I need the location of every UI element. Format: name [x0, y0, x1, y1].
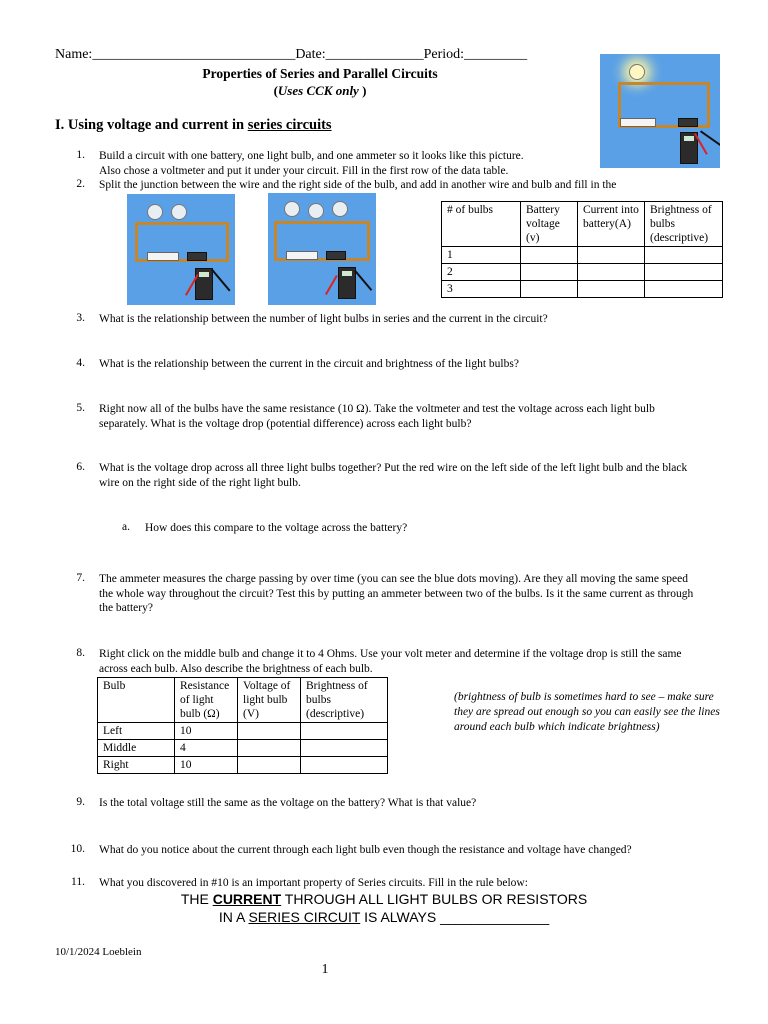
table-header-cell: Resistance of light bulb (Ω) [175, 678, 238, 723]
page-title: Properties of Series and Parallel Circuits [202, 66, 438, 81]
table-cell-input[interactable] [645, 281, 723, 298]
table-cell-input[interactable] [301, 723, 388, 740]
question-number: 6. [76, 461, 85, 473]
question-6: What is the voltage drop across all three light bulbs together? Put the red wire on the left side of the left light bulb and the black wire on the right side of the right light bulb. [99, 462, 688, 489]
table-header-cell: Battery voltage (v) [521, 202, 578, 247]
question-number: 3. [76, 312, 85, 324]
light-bulb-icon [171, 204, 187, 220]
table-cell-input[interactable] [521, 247, 578, 264]
red-lead-icon [325, 275, 338, 295]
page-subtitle: (Uses CCK only ) [273, 83, 367, 98]
question-number: 9. [76, 796, 85, 808]
question-text-cont: Also chose a voltmeter and put it under your circuit. Fill in the first row of the data table. [99, 164, 509, 177]
table-row [98, 740, 388, 757]
light-bulb-icon [284, 201, 300, 217]
table-row [98, 757, 388, 774]
light-bulb-icon [332, 201, 348, 217]
question-number: 1. [76, 149, 85, 161]
question-text: Build a circuit with one battery, one light bulb, and one ammeter so it looks like this picture. [99, 150, 524, 162]
battery-icon [620, 118, 656, 127]
table-cell-input[interactable] [578, 247, 645, 264]
question-number: a. [122, 521, 130, 533]
question-number: 2. [76, 178, 85, 190]
table-header-cell: Brightness of bulbs (descriptive) [301, 678, 388, 723]
two-bulb-circuit-image [127, 194, 235, 305]
table-header-row [442, 202, 723, 247]
table-cell-input[interactable] [645, 264, 723, 281]
page-number: 1 [321, 962, 329, 977]
table-cell: 10 [175, 757, 238, 774]
question-number: 4. [76, 357, 85, 369]
footer-date-author: 10/1/2024 Loeblein [55, 946, 142, 958]
question-9: Is the total voltage still the same as the voltage on the battery? What is that value? [99, 797, 477, 809]
table-row [442, 264, 723, 281]
resistance-data-table [97, 677, 388, 774]
question-6a: How does this compare to the voltage across the battery? [145, 522, 408, 534]
black-lead-icon [354, 270, 372, 291]
table-row [442, 247, 723, 264]
table-row [98, 723, 388, 740]
series-rule-line-1: THE CURRENT THROUGH ALL LIGHT BULBS OR RESISTORS [180, 891, 588, 907]
question-5: Right now all of the bulbs have the same resistance (10 Ω). Take the voltmeter and test the voltage across each light bulb separately. What is the voltage drop (potential difference) across each light bulb? [99, 403, 655, 430]
battery-icon [147, 252, 179, 261]
table-cell: Right [98, 757, 175, 774]
question-2: Split the junction between the wire and the right side of the bulb, and add in another wire and bulb and fill in the [99, 179, 617, 191]
table-header-cell: Brightness of bulbs (descriptive) [645, 202, 723, 247]
table-header-cell: Bulb [98, 678, 175, 723]
table-header-cell: Current into battery(A) [578, 202, 645, 247]
question-number: 8. [76, 647, 85, 659]
question-10: What do you notice about the current through each light bulb even though the resistance and voltage have changed? [99, 844, 632, 856]
question-4: What is the relationship between the current in the circuit and brightness of the light bulbs? [99, 358, 519, 370]
question-number: 7. [76, 572, 85, 584]
black-lead-icon [211, 269, 231, 292]
ammeter-icon [326, 251, 346, 260]
bulb-count-data-table [441, 201, 723, 298]
table-cell-input[interactable] [578, 264, 645, 281]
question-3: What is the relationship between the number of light bulbs in series and the current in the circuit? [99, 313, 548, 325]
table-cell-input[interactable] [578, 281, 645, 298]
voltmeter-icon [338, 267, 356, 299]
light-bulb-icon [308, 203, 324, 219]
question-1 [99, 149, 699, 178]
table-row [442, 281, 723, 298]
question-number: 5. [76, 402, 85, 414]
table-cell: 3 [442, 281, 521, 298]
question-7: The ammeter measures the charge passing by over time (you can see the blue dots moving). Are they all moving the same speed the whole way throughout the circuit? Test this by putting an ammeter between two of the bulbs. Is it the same current as through the battery? [99, 573, 694, 614]
voltmeter-icon [195, 268, 213, 300]
question-8: Right click on the middle bulb and change it to 4 Ohms. Use your volt meter and determine if the voltage drop is still the same across each bulb. Also describe the brightness of each bulb. [99, 648, 682, 675]
series-rule-line-2: IN A SERIES CIRCUIT IS ALWAYS ______________ [218, 909, 550, 925]
section-heading: I. Using voltage and current in series circuits [55, 117, 332, 133]
question-11: What you discovered in #10 is an important property of Series circuits. Fill in the rule below: [99, 877, 528, 889]
table-cell-input[interactable] [301, 757, 388, 774]
light-bulb-icon [147, 204, 163, 220]
table-cell-input[interactable] [238, 723, 301, 740]
table-cell-input[interactable] [238, 757, 301, 774]
battery-icon [286, 251, 318, 260]
table-header-cell: Voltage of light bulb (V) [238, 678, 301, 723]
ammeter-icon [187, 252, 207, 261]
brightness-note: (brightness of bulb is sometimes hard to see – make sure they are spread out enough so you can easily see the lines around each bulb which indicate brightness) [454, 691, 720, 733]
light-bulb-icon [629, 64, 645, 80]
table-cell-input[interactable] [238, 740, 301, 757]
table-cell: 1 [442, 247, 521, 264]
table-cell-input[interactable] [301, 740, 388, 757]
table-cell: 10 [175, 723, 238, 740]
three-bulb-circuit-image [268, 193, 376, 305]
question-number: 10. [70, 843, 85, 855]
table-cell: 4 [175, 740, 238, 757]
table-cell: Middle [98, 740, 175, 757]
table-cell-input[interactable] [521, 281, 578, 298]
table-header-cell: # of bulbs [442, 202, 521, 247]
table-cell-input[interactable] [645, 247, 723, 264]
ammeter-icon [678, 118, 698, 127]
table-cell: Left [98, 723, 175, 740]
question-number: 11. [71, 876, 85, 888]
table-cell-input[interactable] [521, 264, 578, 281]
table-header-row [98, 678, 388, 723]
name-date-period-line: Name:_____________________________Date:______________Period:_________ [55, 47, 528, 62]
table-cell: 2 [442, 264, 521, 281]
